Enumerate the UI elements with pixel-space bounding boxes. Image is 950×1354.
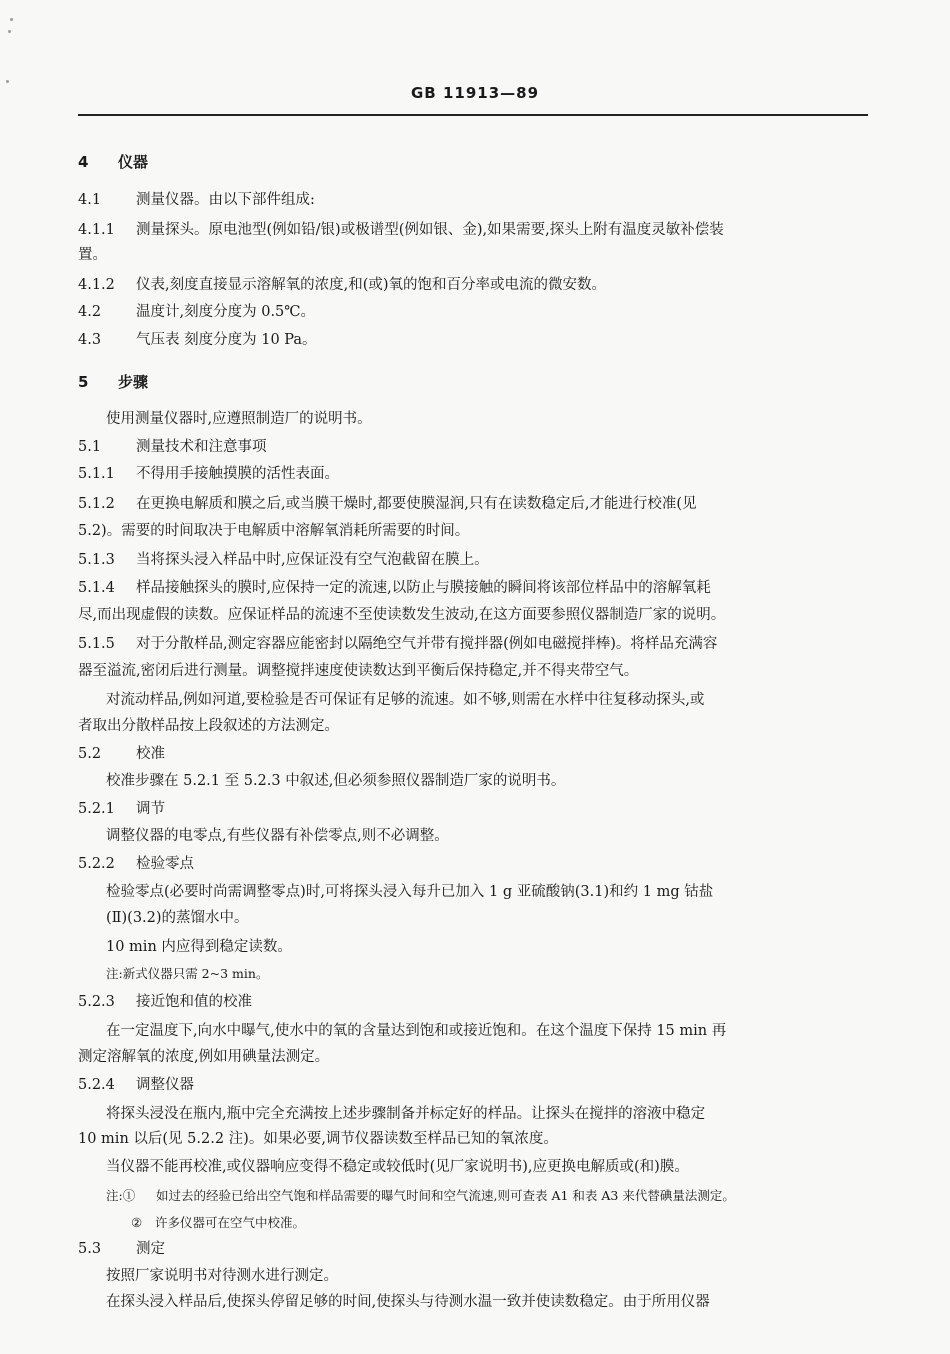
clause-number: 5 (78, 373, 89, 391)
clause-text: 将探头浸没在瓶内,瓶中完全充满按上述步骤制备并标定好的样品。让探头在搅拌的溶液中稳定 (106, 1106, 706, 1122)
section-heading (78, 152, 870, 172)
scan-speck (10, 18, 13, 21)
clause-text: 测定 (136, 1241, 165, 1257)
text-line (78, 992, 870, 1012)
clause-number: ② (131, 1215, 143, 1230)
clause-text: 步骤 (118, 373, 149, 391)
clause-text: 许多仪器可在空气中校准。 (155, 1215, 306, 1230)
clause-text: 置。 (78, 247, 107, 263)
clause-number: 5.2 (78, 746, 102, 762)
text-line (78, 494, 870, 514)
clause-number: 4 (78, 153, 89, 171)
clause-text: 10 min 内应得到稳定读数。 (106, 939, 292, 955)
text-line (106, 937, 870, 957)
clause-number: 5.2.1 (78, 801, 115, 817)
text-line (78, 744, 870, 764)
clause-text: 在探头浸入样品后,使探头停留足够的时间,使探头与待测水温一致并使读数稳定。由于所用仪器 (106, 1294, 710, 1310)
text-line (78, 550, 870, 570)
clause-number: 5.2.2 (78, 856, 115, 872)
clause-text: 测量仪器。由以下部件组成: (136, 192, 315, 208)
clause-text: 温度计,刻度分度为 0.5℃。 (136, 304, 315, 320)
text-line (78, 578, 870, 598)
clause-text: 校准 (136, 746, 165, 762)
clause-number: 4.1.2 (78, 277, 115, 293)
clause-text: 对流动样品,例如河道,要检验是否可保证有足够的流速。如不够,则需在水样中往复移动探头,或 (106, 692, 705, 708)
clause-number: 5.1.1 (78, 466, 115, 482)
note-line (106, 1186, 870, 1206)
text-line (78, 605, 870, 625)
clause-text: 检验零点 (136, 856, 194, 872)
text-line (78, 275, 870, 295)
clause-text: 者取出分散样品按上段叙述的方法测定。 (78, 718, 339, 734)
text-line (106, 1157, 870, 1177)
clause-text: 在更换电解质和膜之后,或当膜干燥时,都要使膜湿润,只有在读数稳定后,才能进行校准(见 (136, 496, 697, 512)
clause-number: 5.1.3 (78, 552, 115, 568)
text-line (78, 245, 870, 265)
clause-text: 检验零点(必要时尚需调整零点)时,可将探头浸入每升已加入 1 g 亚硫酸钠(3.1)和约 1 mg 钴盐 (106, 884, 714, 900)
clause-text: 气压表 刻度分度为 10 Pa。 (136, 332, 317, 348)
clause-text: 10 min 以后(见 5.2.2 注)。如果必要,调节仪器读数至样品已知的氧浓度。 (78, 1131, 558, 1147)
clause-number: 4.2 (78, 304, 102, 320)
text-line (78, 716, 870, 736)
text-line (78, 1075, 870, 1095)
clause-number: 5.3 (78, 1241, 102, 1257)
text-line (78, 437, 870, 457)
clause-text: 仪表,刻度直接显示溶解氧的浓度,和(或)氧的饱和百分率或电流的微安数。 (136, 277, 607, 293)
text-line (106, 1021, 870, 1041)
clause-number: 5.1 (78, 439, 102, 455)
clause-text: 接近饱和值的校准 (136, 994, 252, 1010)
text-line (106, 690, 870, 710)
clause-number: 5.2.3 (78, 994, 115, 1010)
clause-text: 使用测量仪器时,应遵照制造厂的说明书。 (106, 411, 372, 427)
note-line (106, 964, 870, 984)
page-header: GB 11913—89 (410, 84, 540, 102)
text-line (106, 826, 870, 846)
clause-text: 在一定温度下,向水中曝气,使水中的氧的含量达到饱和或接近饱和。在这个温度下保持 15 min 再 (106, 1023, 727, 1039)
text-line (106, 1292, 870, 1312)
text-line (106, 1104, 870, 1124)
clause-number: 4.3 (78, 332, 102, 348)
text-line (106, 882, 870, 902)
text-line (78, 799, 870, 819)
clause-text: 器至溢流,密闭后进行测量。调整搅拌速度使读数达到平衡后保持稳定,并不得夹带空气。 (78, 663, 639, 679)
text-line (78, 1129, 870, 1149)
clause-text: 调节 (136, 801, 165, 817)
text-line (106, 409, 870, 429)
clause-text: 校准步骤在 5.2.1 至 5.2.3 中叙述,但必须参照仪器制造厂家的说明书。 (106, 773, 566, 789)
text-line (78, 220, 870, 240)
clause-text: 对于分散样品,测定容器应能密封以隔绝空气并带有搅拌器(例如电磁搅拌棒)。将样品充满容 (136, 636, 718, 652)
text-line (106, 1266, 870, 1286)
clause-number: 5.1.5 (78, 636, 115, 652)
text-line (78, 302, 870, 322)
text-line (78, 854, 870, 874)
text-line (78, 1047, 870, 1067)
clause-text: 当将探头浸入样品中时,应保证没有空气泡截留在膜上。 (136, 552, 489, 568)
clause-number: 5.1.4 (78, 580, 115, 596)
clause-text: 尽,而出现虚假的读数。应保证样品的流速不至使读数发生波动,在这方面要参照仪器制造厂家的说明。 (78, 607, 726, 623)
clause-text: (Ⅱ)(3.2)的蒸馏水中。 (106, 910, 249, 926)
clause-text: 样品接触探头的膜时,应保持一定的流速,以防止与膜接触的瞬间将该部位样品中的溶解氧耗 (136, 580, 711, 596)
text-line (106, 771, 870, 791)
note-line (131, 1213, 870, 1233)
clause-text: 调整仪器 (136, 1077, 194, 1093)
text-line (78, 521, 870, 541)
clause-text: 按照厂家说明书对待测水进行测定。 (106, 1268, 338, 1284)
text-line (78, 190, 870, 210)
clause-text: 不得用手接触摸膜的活性表面。 (136, 466, 339, 482)
clause-text: 测量探头。原电池型(例如铅/银)或极谱型(例如银、金),如果需要,探头上附有温度灵敏补偿装 (136, 222, 724, 238)
text-line (78, 464, 870, 484)
scan-speck (8, 30, 11, 33)
section-heading (78, 372, 870, 392)
text-line (78, 634, 870, 654)
clause-text: 当仪器不能再校准,或仪器响应变得不稳定或较低时(见厂家说明书),应更换电解质或(和)膜。 (106, 1159, 689, 1175)
clause-text: 测定溶解氧的浓度,例如用碘量法测定。 (78, 1049, 330, 1065)
text-line (78, 661, 870, 681)
clause-text: 调整仪器的电零点,有些仪器有补偿零点,则不必调整。 (106, 828, 449, 844)
text-line (78, 330, 870, 350)
clause-text: 测量技术和注意事项 (136, 439, 267, 455)
clause-number: 注:① (106, 1188, 136, 1203)
text-line (106, 908, 870, 928)
clause-number: 5.1.2 (78, 496, 115, 512)
clause-text: 5.2)。需要的时间取决于电解质中溶解氧消耗所需要的时间。 (78, 523, 470, 539)
header-rule (78, 114, 868, 116)
clause-number: 4.1.1 (78, 222, 115, 238)
clause-text: 注:新式仪器只需 2~3 min。 (106, 966, 269, 981)
clause-text: 仪器 (118, 153, 149, 171)
clause-number: 4.1 (78, 192, 102, 208)
clause-text: 如过去的经验已给出空气饱和样品需要的曝气时间和空气流速,则可查表 A1 和表 A3 来代替碘量法测定。 (156, 1188, 735, 1203)
clause-number: 5.2.4 (78, 1077, 115, 1093)
scan-speck (6, 80, 9, 83)
text-line (78, 1239, 870, 1259)
